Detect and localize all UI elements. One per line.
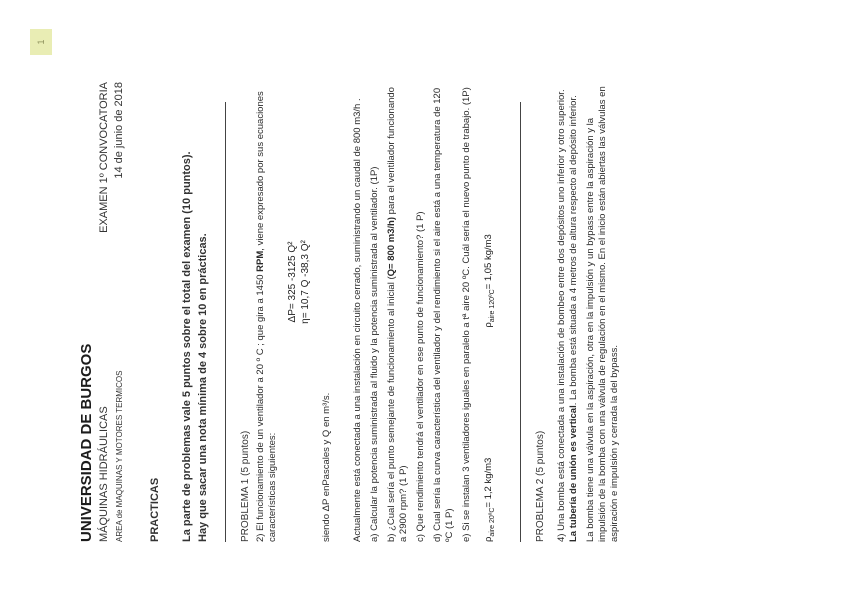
page-number-tag: 1 (30, 29, 52, 55)
question-a: a) Calcular la potencia suministrada al fluido y la potencia suministrada al ventilador. (1P) (369, 166, 380, 542)
problem-2-title: PROBLEMA 2 (5 puntos) (534, 430, 546, 542)
question-e: e) Si se instalan 3 ventiladores iguales en paralelo a tª aire 20 ºC. Cuál sería el nuevo punto de trabajo. (1P) (461, 87, 472, 542)
exam-content (78, 82, 626, 542)
equations (287, 82, 311, 542)
grading-note-line-1: La parte de problemas vale 5 puntos sobre el total del examen (10 puntos). (181, 151, 193, 542)
problem-1-intro-c: , viene expresado por sus ecuaciones características siguientes: (255, 91, 278, 542)
question-b-a: b) ¿Cual sería el punto semejante de funcionamiento al inicial ( (386, 276, 397, 542)
question-b (386, 82, 410, 542)
exam-date: 14 de junio de 2018 (113, 82, 125, 179)
problem-1-context: Actualmente está conectada a una instalación en circuito cerrado, suministrando un caudal de 800 m3/h . (352, 98, 363, 542)
question-b-c: para el ventilador funcionando a 2900 rpm? (1 P) (386, 87, 409, 542)
problem-2-text-1-c: . La bomba está situada a 4 metros de altura respecto al depósito inferior. (567, 95, 579, 406)
problem-1-intro-rpm: RPM (255, 250, 266, 272)
units-note: siendo ΔP enPascales y Q en m³/s. (321, 392, 332, 542)
air-densities (483, 82, 496, 542)
grading-note-line-2: Hay que sacar una nota mínima de 4 sobre 10 en prácticas. (197, 233, 209, 542)
problem-2-text-2: La bomba tiene una válvula en la aspiración, otra en la impulsión y un bypass entre la aspiración y la impulsión de la bomba con una válvula de regulación en el mismo. En el inicio están abiertas las válvulas en aspiración e impulsión y cerrada la del bypass. (584, 86, 620, 542)
problem-2-text-1-b: La tubería de unión es vertical (567, 405, 579, 542)
divider-1 (225, 102, 226, 542)
problem-1-title: PROBLEMA 1 (5 puntos) (240, 430, 251, 542)
header-row-1 (98, 82, 110, 542)
problem-1-intro-a: 2) El funcionamiento de un ventilador a 20 º C ; que gira a 1450 (255, 271, 266, 542)
density-20c: $\rho_{aire 20ºC}= 1,2$ kg/m3 (483, 457, 496, 542)
question-b-flow: Q= 800 m3/h) (386, 216, 397, 277)
problem-2-text-1-a: 4) Una bomba está conectada a una instalación de bombeo entre dos depósitos uno inferior y otro superior. (555, 89, 567, 542)
department-name: MÁQUINAS HIDRÁULICAS (98, 406, 110, 542)
area-name: AREA de MAQUINAS Y MOTORES TERMICOS (115, 370, 124, 542)
section-title: PRACTICAS (149, 477, 161, 542)
density-120c: $\rho_{aire 120ºC}= 1,05$ kg/m3 (483, 234, 496, 328)
efficiency-equation: η= 10,7 Q -38,3 Q² (300, 240, 311, 324)
university-name: UNIVERSIDAD DE BURGOS (78, 343, 95, 542)
divider-2 (520, 102, 521, 542)
question-d: d) Cual sería la curva característica del ventilador y del rendimiento si el aire está a una temperatura de 120 ºC (1 P) (432, 87, 455, 542)
problem-1-intro (255, 82, 279, 542)
grading-note (179, 82, 211, 542)
pressure-equation: ΔP= 325 -3125 Q² (287, 241, 298, 323)
question-c: c) Que rendimiento tendrá el ventilador en ese punto de funcionamiento? (1 P) (415, 211, 426, 542)
header-row-2 (113, 82, 125, 542)
exam-name: EXAMEN 1º CONVOCATORIA (98, 82, 110, 233)
problem-2-text-1 (556, 82, 580, 542)
